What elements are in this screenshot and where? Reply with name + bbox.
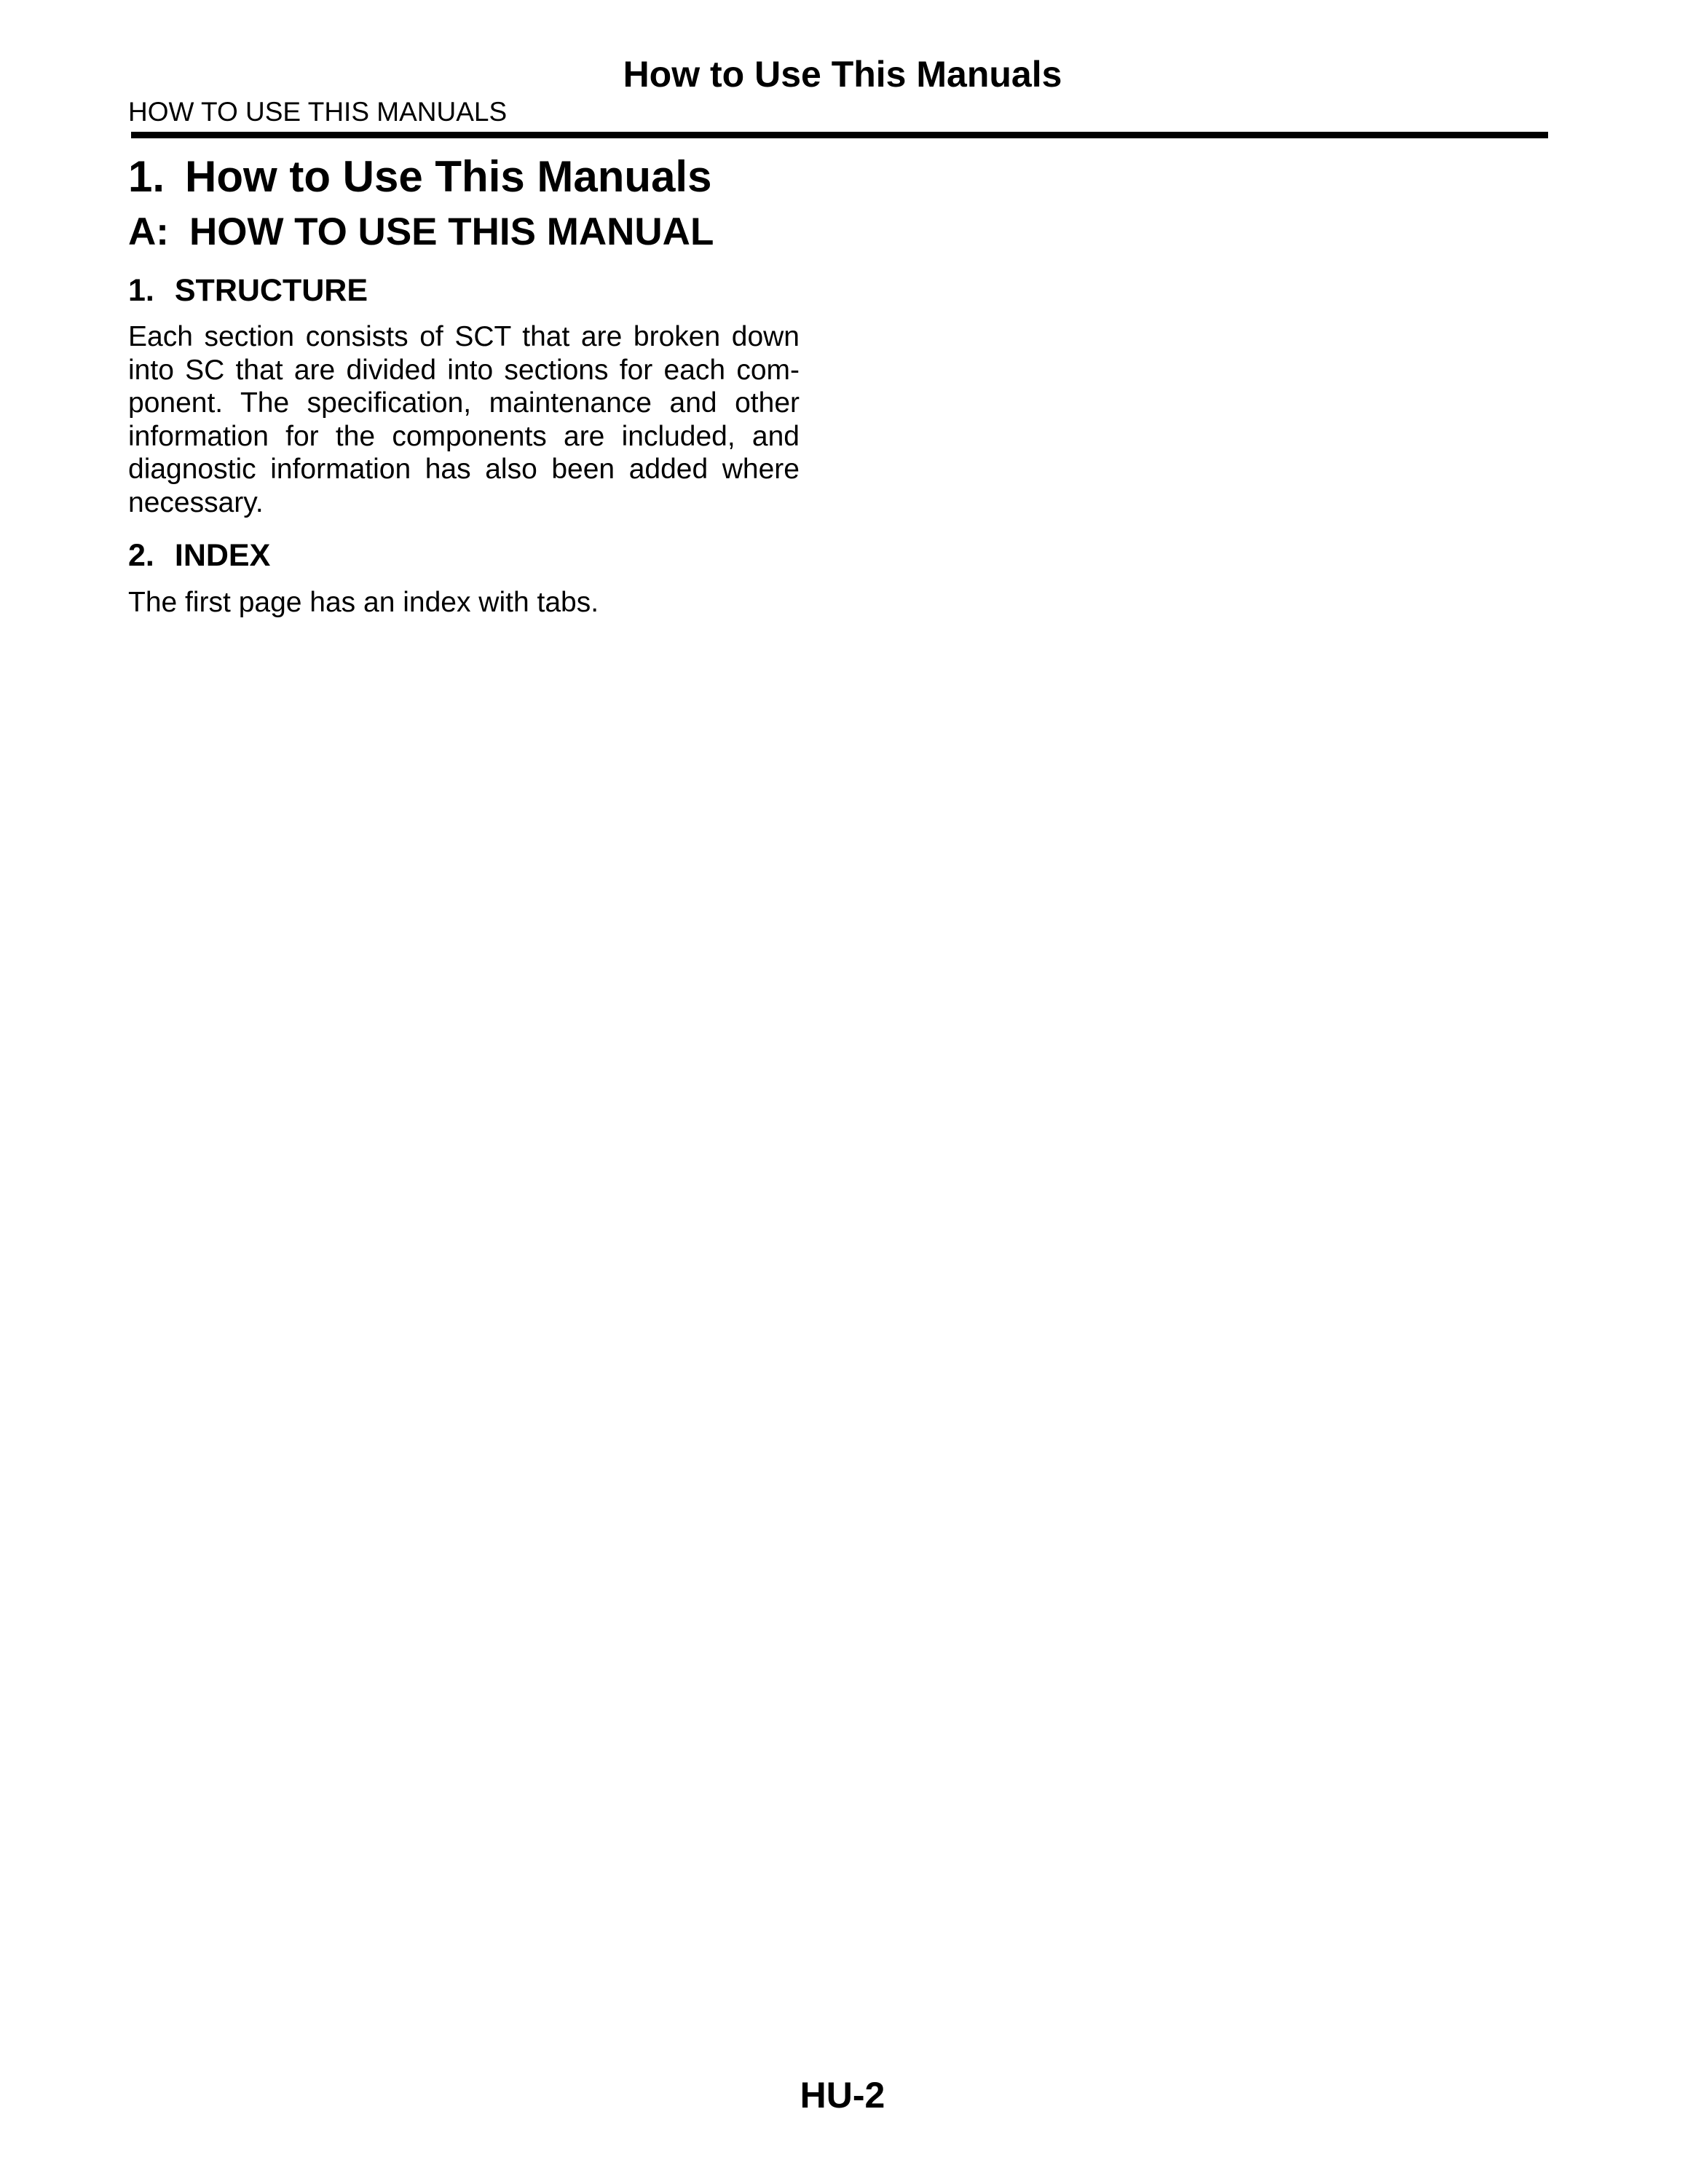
subsection-title <box>128 209 714 256</box>
index-heading <box>128 537 270 574</box>
running-header: HOW TO USE THIS MANUALS <box>128 97 508 127</box>
index-number: 2. <box>128 538 154 573</box>
subsection-title-text: HOW TO USE THIS MANUAL <box>189 210 714 253</box>
section-title <box>128 151 711 203</box>
subsection-letter: A: <box>128 210 169 253</box>
structure-paragraph: Each section consists of SCT that are broken down into SC that are divided into sections for each component. The specification, maintenance and other information for the components are included, and diagnostic information has also been added where necessary. <box>128 321 800 518</box>
structure-heading <box>128 272 368 309</box>
section-number: 1. <box>128 152 165 201</box>
header-divider <box>131 132 1548 138</box>
section-title-text: How to Use This Manuals <box>185 152 712 201</box>
index-paragraph: The first page has an index with tabs. <box>128 587 599 618</box>
page-number: HU-2 <box>800 2075 885 2116</box>
page-title: How to Use This Manuals <box>623 54 1062 95</box>
index-heading-text: INDEX <box>174 538 271 573</box>
structure-heading-text: STRUCTURE <box>174 273 368 308</box>
structure-number: 1. <box>128 273 154 308</box>
